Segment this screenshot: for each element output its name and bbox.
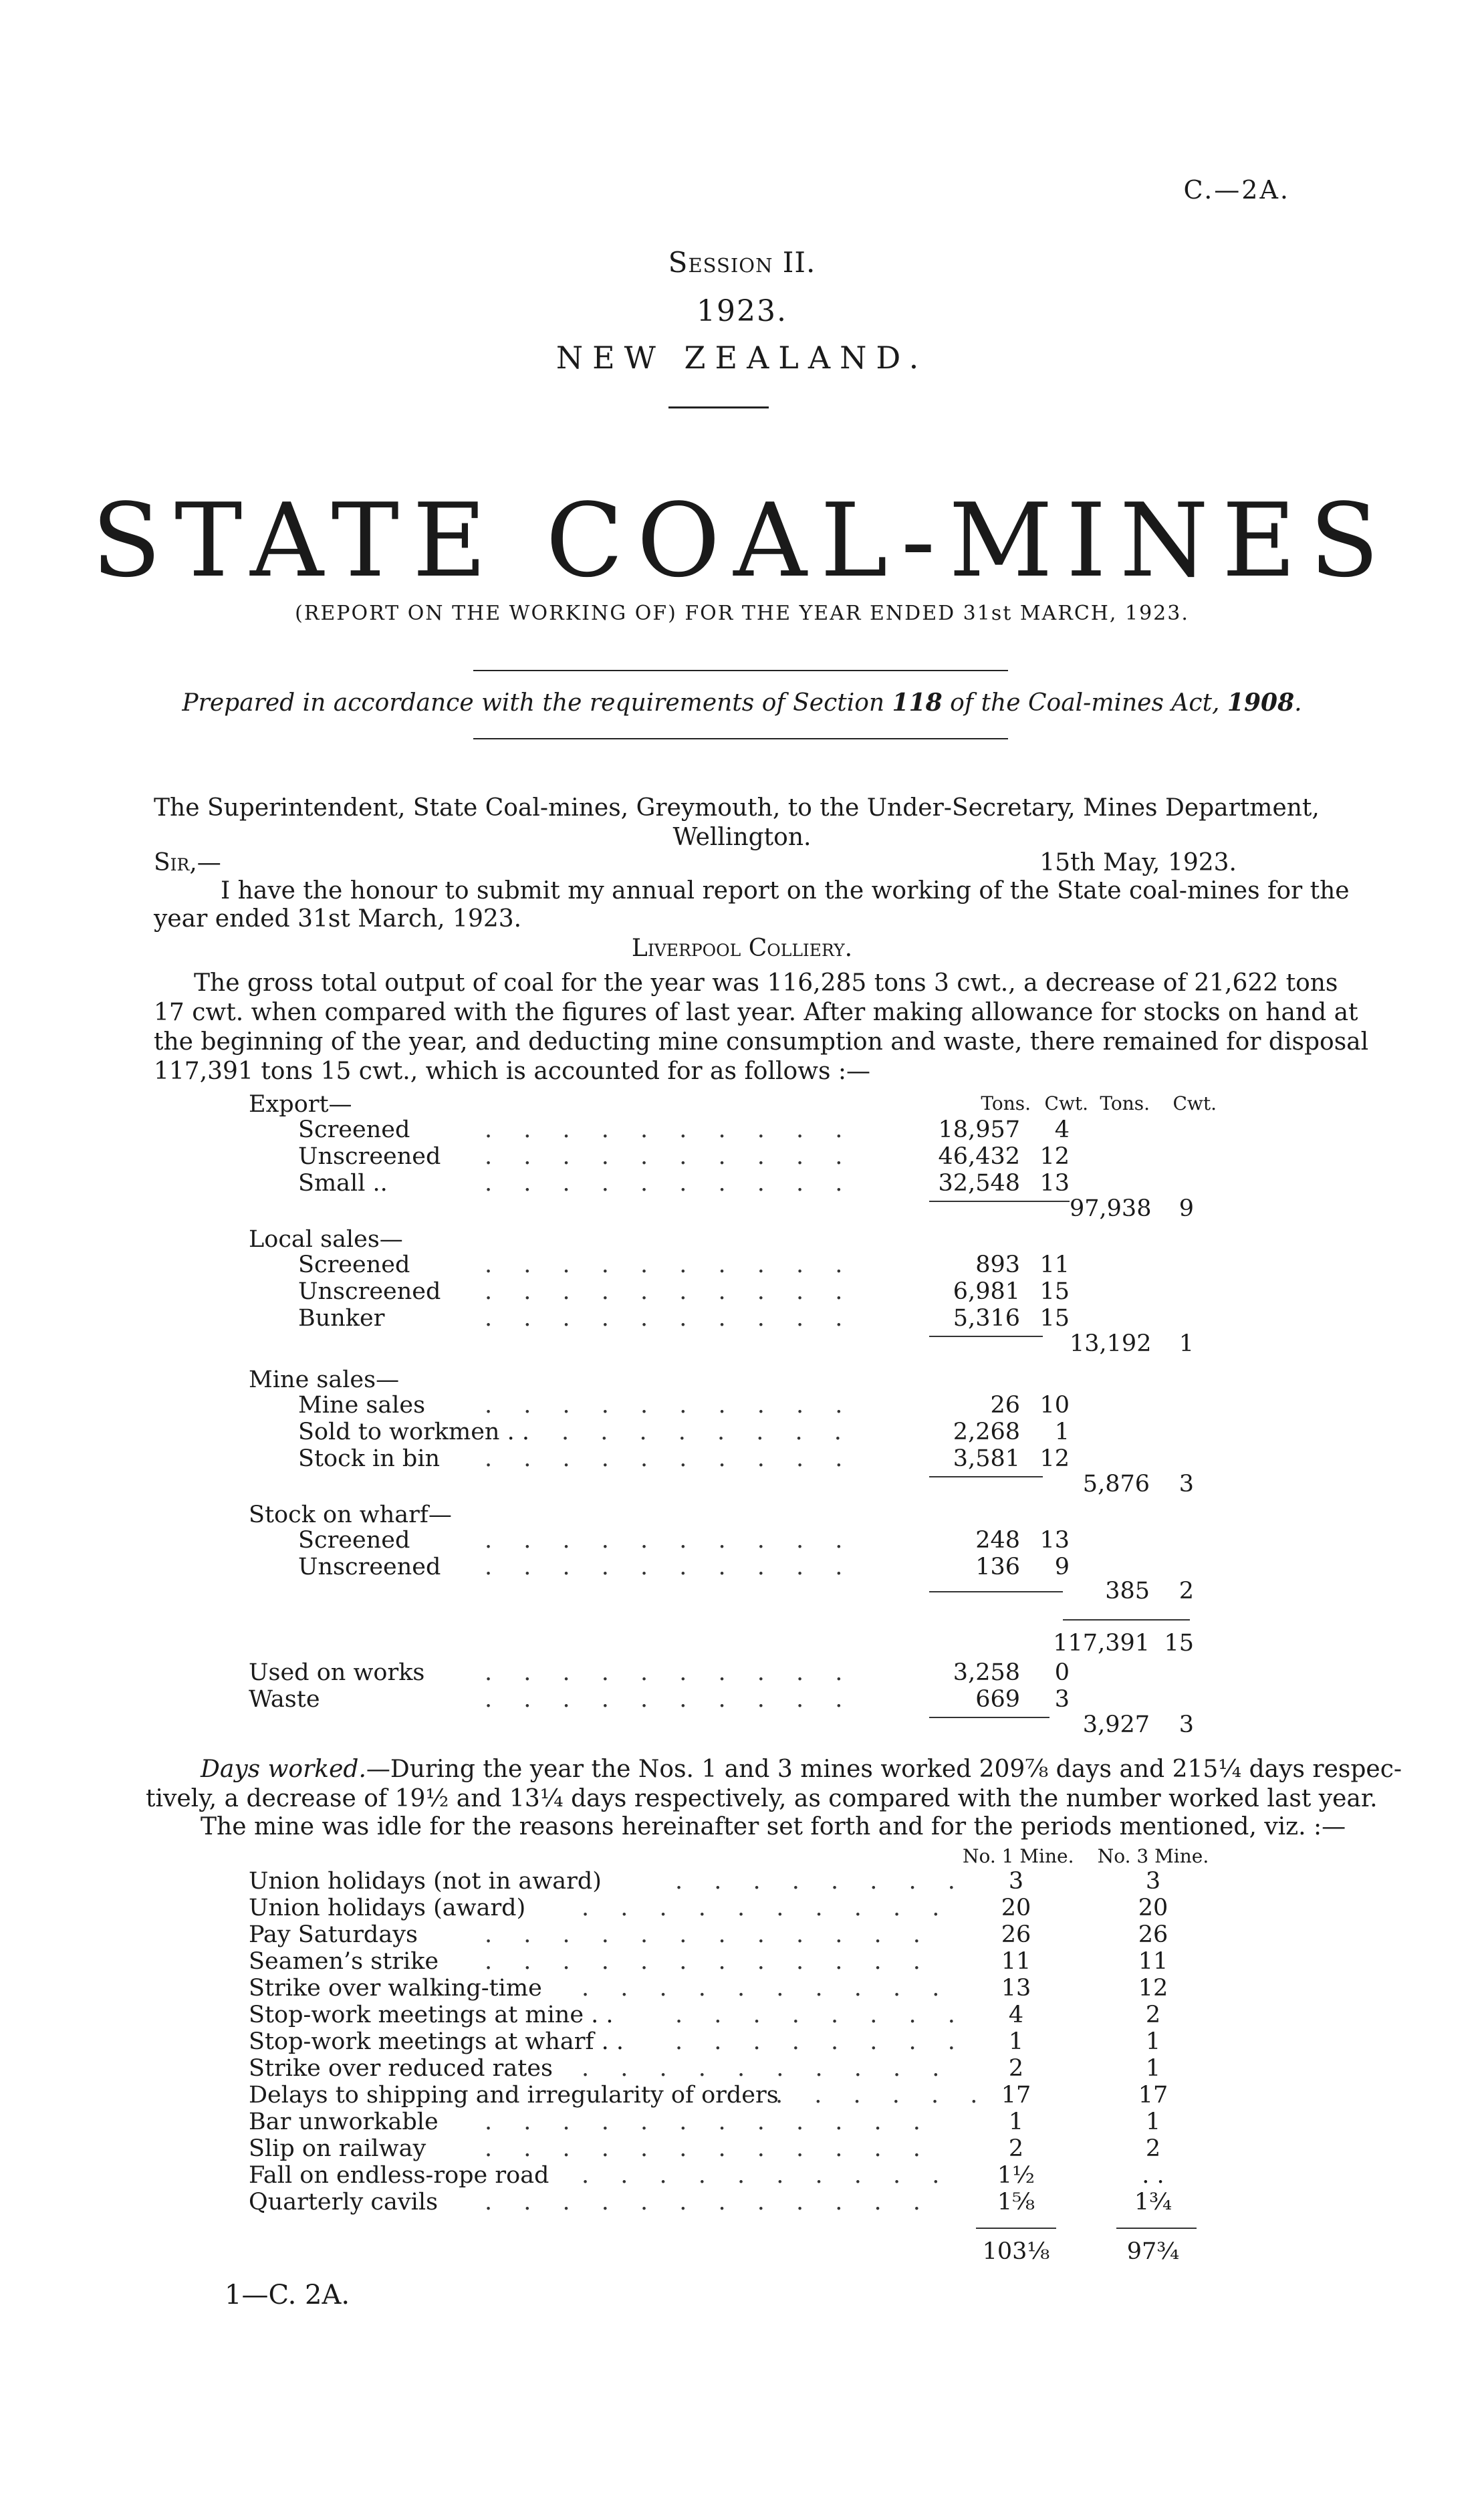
group-label: Mine sales— [249, 1366, 400, 1393]
reason-label: Pay Saturdays [249, 1921, 418, 1948]
subtotal-rule [929, 1336, 1043, 1337]
reason-label: Stop-work meetings at wharf . . [249, 2028, 624, 2055]
reason-label: Slip on railway [249, 2135, 426, 2162]
mine3-total: 97¾ [1126, 2238, 1180, 2265]
reason-label: Fall on endless-rope road [249, 2162, 549, 2189]
mine3-value: 11 [1138, 1948, 1168, 1975]
tons-value: 32,548 [938, 1170, 1020, 1197]
paragraph-line: 117,391 tons 15 cwt., which is accounted for as follows :— [154, 1058, 871, 1085]
leader-dots: . . . . . . . . [562, 1419, 854, 1445]
leader-dots: . . . . . . . . [675, 2028, 967, 2055]
mine3-value: 1 [1145, 2109, 1161, 2135]
group-total-tons: 13,192 [1070, 1330, 1152, 1357]
leader-dots: . . . . . . . . . . [485, 1686, 855, 1713]
group-total-tons: 5,876 [1082, 1471, 1150, 1498]
leader-dots: . . . . . . . . . . [582, 2055, 952, 2082]
mine1-total: 103⅛ [982, 2238, 1050, 2265]
mine3-value: 1 [1145, 2055, 1161, 2082]
item-label: Screened [298, 1527, 410, 1554]
group-total-tons: 97,938 [1070, 1195, 1152, 1222]
group-total-cwt: 2 [1179, 1578, 1194, 1604]
mine3-value: 12 [1138, 1975, 1168, 2002]
leader-dots: . . . . . . . . . . [485, 1554, 855, 1580]
leader-dots: . . . . . . . . . . [485, 1445, 855, 1472]
address-line: The Superintendent, State Coal-mines, Greymouth, to the Under-Secretary, Mines Department, [154, 794, 1320, 822]
total-rule [976, 2228, 1056, 2229]
item-label: Mine sales [298, 1392, 426, 1419]
item-label: Small .. [298, 1170, 388, 1197]
mine1-value: 11 [1001, 1948, 1031, 1975]
subtitle-divider-bottom [473, 738, 1008, 739]
tons-value: 26 [990, 1392, 1020, 1419]
subtotal-rule [929, 1201, 1070, 1202]
group-total-cwt: 3 [1179, 1471, 1194, 1498]
cwt-value: 1 [1054, 1419, 1070, 1445]
group-total-cwt: 1 [1179, 1330, 1194, 1357]
salutation: Sir,— [154, 849, 221, 876]
leader-dots: . . . . . . . . . . . . [485, 2135, 933, 2162]
reason-label: Union holidays (not in award) [249, 1868, 602, 1895]
cwt-value: 0 [1054, 1659, 1070, 1686]
leader-dots: . . . . . . [775, 2082, 990, 2109]
column-header: No. 3 Mine. [1097, 1845, 1209, 1867]
subtitle-divider-top [473, 670, 1008, 671]
item-label: Screened [298, 1116, 410, 1143]
page-footer: 1—C. 2A. [225, 2280, 350, 2310]
tons-value: 893 [975, 1251, 1020, 1278]
item-label: Sold to workmen . . [298, 1419, 529, 1445]
paragraph-line: 17 cwt. when compared with the figures of last year. After making allowance for stocks on hand at [154, 999, 1358, 1026]
reason-label: Union holidays (award) [249, 1895, 526, 1921]
section-heading: Liverpool Colliery. [631, 935, 853, 962]
mine1-value: 3 [1008, 1868, 1024, 1895]
session-label: Session II. [668, 246, 816, 279]
leader-dots: . . . . . . . . . . [485, 1527, 855, 1554]
leader-dots: . . . . . . . . [675, 1868, 967, 1895]
group-total-cwt: 3 [1179, 1711, 1194, 1738]
column-header: Tons. [1100, 1092, 1150, 1114]
cwt-value: 11 [1039, 1251, 1070, 1278]
total-rule [1116, 2228, 1197, 2229]
tons-value: 46,432 [938, 1143, 1020, 1170]
leader-dots: . . . . . . . . . . [582, 2162, 952, 2189]
cwt-value: 3 [1054, 1686, 1070, 1713]
year-label: 1923. [697, 294, 787, 328]
reason-label: Strike over reduced rates [249, 2055, 553, 2082]
item-label: Unscreened [298, 1143, 441, 1170]
intro-line: year ended 31st March, 1923. [154, 905, 522, 933]
column-header: No. 1 Mine. [963, 1845, 1074, 1867]
leader-dots: . . . . . . . . . . [485, 1392, 855, 1419]
mine1-value: 4 [1008, 2002, 1024, 2028]
grand-total-rule [1063, 1619, 1190, 1621]
mine1-value: 26 [1001, 1921, 1031, 1948]
prepared-note: Prepared in accordance with the requirements of Section 118 of the Coal-mines Act, 1908. [182, 689, 1302, 717]
leader-dots: . . . . . . . . . . [485, 1170, 855, 1197]
leader-dots: . . . . . . . . . . [485, 1659, 855, 1686]
title-divider [668, 406, 769, 408]
item-label: Screened [298, 1251, 410, 1278]
leader-dots: . . . . . . . . . . . . [485, 2109, 933, 2135]
tons-value: 18,957 [938, 1116, 1020, 1143]
item-label: Unscreened [298, 1278, 441, 1305]
mine1-value: 2 [1008, 2135, 1024, 2162]
leader-dots: . . . . . . . . . . . . [485, 1921, 933, 1948]
mine3-value: . . [1142, 2162, 1164, 2189]
item-label: Waste [249, 1686, 320, 1713]
group-total-tons: 385 [1105, 1578, 1150, 1604]
cwt-value: 12 [1039, 1445, 1070, 1472]
item-label: Stock in bin [298, 1445, 441, 1472]
mine3-value: 1¾ [1134, 2189, 1172, 2216]
cwt-value: 13 [1039, 1527, 1070, 1554]
tons-value: 2,268 [953, 1419, 1020, 1445]
leader-dots: . . . . . . . . . . . . [485, 2189, 933, 2216]
reason-label: Seamen’s strike [249, 1948, 439, 1975]
item-label: Bunker [298, 1305, 385, 1332]
leader-dots: . . . . . . . . . . . . [485, 1948, 933, 1975]
cwt-value: 12 [1039, 1143, 1070, 1170]
leader-dots: . . . . . . . . . . [485, 1251, 855, 1278]
cwt-value: 10 [1039, 1392, 1070, 1419]
reason-label: Quarterly cavils [249, 2189, 439, 2216]
subtotal-rule [929, 1717, 1049, 1718]
page-title: STATE COAL-MINES [91, 481, 1393, 600]
mine3-value: 20 [1138, 1895, 1168, 1921]
paragraph-line: The gross total output of coal for the year was 116,285 tons 3 cwt., a decrease of 21,622 tons [194, 969, 1338, 997]
leader-dots: . . . . . . . . . . [582, 1975, 952, 2002]
group-label: Local sales— [249, 1226, 403, 1253]
column-header: Cwt. [1044, 1092, 1088, 1114]
leader-dots: . . . . . . . . [675, 2002, 967, 2028]
cwt-value: 4 [1054, 1116, 1070, 1143]
mine3-value: 2 [1145, 2135, 1161, 2162]
reason-label: Stop-work meetings at mine . . [249, 2002, 614, 2028]
tons-value: 136 [975, 1554, 1020, 1580]
mine3-value: 1 [1145, 2028, 1161, 2055]
mine1-value: 20 [1001, 1895, 1031, 1921]
cwt-value: 15 [1039, 1305, 1070, 1332]
cwt-value: 13 [1039, 1170, 1070, 1197]
mine1-value: 1 [1008, 2109, 1024, 2135]
item-label: Unscreened [298, 1554, 441, 1580]
intro-line: I have the honour to submit my annual report on the working of the State coal-mines for the [221, 877, 1350, 905]
leader-dots: . . . . . . . . . . [485, 1278, 855, 1305]
column-header: Tons. [981, 1092, 1031, 1114]
tons-value: 669 [975, 1686, 1020, 1713]
reason-label: Strike over walking-time [249, 1975, 542, 2002]
tons-value: 3,581 [953, 1445, 1020, 1472]
grand-total-tons: 117,391 [1053, 1630, 1150, 1657]
paragraph-line: the beginning of the year, and deducting mine consumption and waste, there remained for disposal [154, 1028, 1369, 1056]
tons-value: 3,258 [953, 1659, 1020, 1686]
days-paragraph-line: tively, a decrease of 19½ and 13¼ days respectively, as compared with the number worked last year. [146, 1785, 1378, 1812]
mine1-value: 1½ [997, 2162, 1035, 2189]
mine1-value: 17 [1001, 2082, 1031, 2109]
days-paragraph-line: Days worked.—During the year the Nos. 1 and 3 mines worked 209⅞ days and 215¼ days respec- [201, 1756, 1402, 1783]
leader-dots: . . . . . . . . . . [582, 1895, 952, 1921]
mine1-value: 13 [1001, 1975, 1031, 2002]
mine1-value: 1⅝ [997, 2189, 1035, 2216]
tons-value: 5,316 [953, 1305, 1020, 1332]
mine1-value: 2 [1008, 2055, 1024, 2082]
leader-dots: . . . . . . . . . . [485, 1143, 855, 1170]
letter-date: 15th May, 1923. [1039, 849, 1237, 876]
group-label: Export— [249, 1091, 352, 1118]
country-label: NEW ZEALAND. [555, 340, 929, 376]
group-label: Stock on wharf— [249, 1502, 452, 1528]
tons-value: 248 [975, 1527, 1020, 1554]
mine1-value: 1 [1008, 2028, 1024, 2055]
paper-reference: C.—2A. [1183, 175, 1290, 205]
cwt-value: 9 [1054, 1554, 1070, 1580]
reason-label: Bar unworkable [249, 2109, 439, 2135]
cwt-value: 15 [1039, 1278, 1070, 1305]
mine3-value: 26 [1138, 1921, 1168, 1948]
reason-label: Delays to shipping and irregularity of orders [249, 2082, 779, 2109]
mine3-value: 17 [1138, 2082, 1168, 2109]
report-subtitle: (REPORT ON THE WORKING OF) FOR THE YEAR ENDED 31st MARCH, 1923. [295, 602, 1189, 625]
leader-dots: . . . . . . . . . . [485, 1116, 855, 1143]
tons-value: 6,981 [953, 1278, 1020, 1305]
leader-dots: . . . . . . . . . . [485, 1305, 855, 1332]
column-header: Cwt. [1172, 1092, 1217, 1114]
group-total-cwt: 9 [1179, 1195, 1194, 1222]
mine3-value: 3 [1145, 1868, 1161, 1895]
days-paragraph-line: The mine was idle for the reasons hereinafter set forth and for the periods mentioned, viz. :— [201, 1813, 1346, 1840]
subtotal-rule [929, 1476, 1043, 1477]
mine3-value: 2 [1145, 2002, 1161, 2028]
group-total-tons: 3,927 [1082, 1711, 1150, 1738]
subtotal-rule [929, 1591, 1063, 1592]
item-label: Used on works [249, 1659, 425, 1686]
address-city: Wellington. [672, 824, 812, 851]
grand-total-cwt: 15 [1164, 1630, 1194, 1657]
